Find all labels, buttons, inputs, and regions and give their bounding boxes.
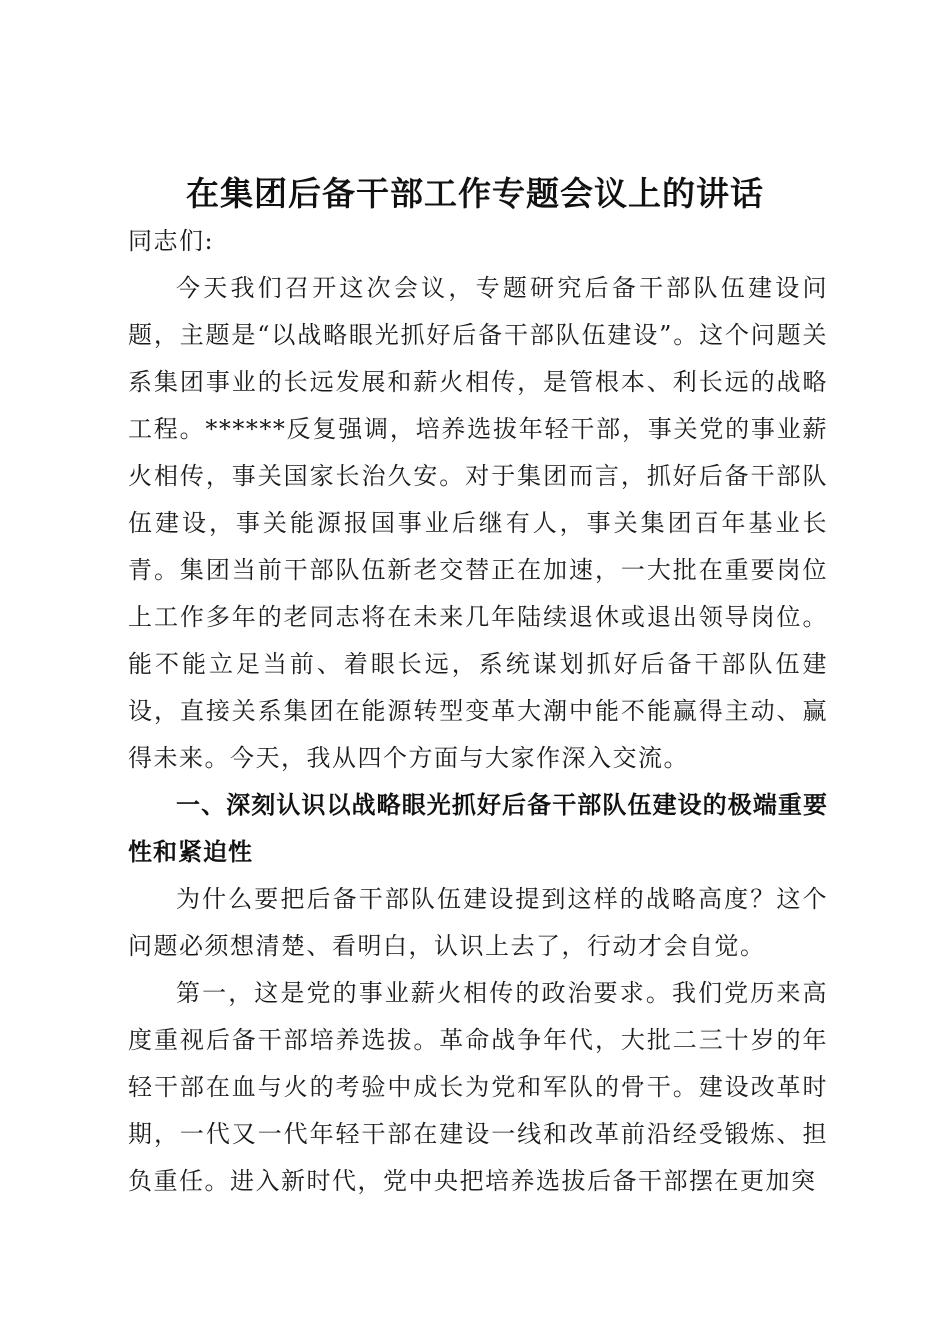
paragraph-first-point: 第一，这是党的事业薪火相传的政治要求。我们党历来高度重视后备干部培养选拔。革命战争年代，大批二三十岁的年轻干部在血与火的考验中成长为党和军队的骨干。建设改革时期，一代又一代年轻干部在建设一线和改革前沿经受锻炼、担负重任。进入新时代，党中央把培养选拔后备干部摆在更加突 — [128, 979, 828, 1195]
paragraph-intro: 今天我们召开这次会议，专题研究后备干部队伍建设问题，主题是“以战略眼光抓好后备干部队伍建设”。这个问题关系集团事业的长远发展和薪火相传，是管根本、利长远的战略工程。******反复强调，培养选拔年轻干部，事关党的事业薪火相传，事关国家长治久安。对于集团而言，抓好后备干部队伍建设，事关能源报国事业后继有人，事关集团百年基业长青。集团当前干部队伍新老交替正在加速，一大批在重要岗位上工作多年的老同志将在未来几年陆续退休或退出领导岗位。能不能立足当前、着眼长远，系统谋划抓好后备干部队伍建设，直接关系集团在能源转型变革大潮中能不能赢得主动、赢得未来。今天，我从四个方面与大家作深入交流。 — [128, 274, 828, 772]
document-title: 在集团后备干部工作专题会议上的讲话 — [186, 174, 764, 213]
salutation: 同志们: — [128, 227, 215, 255]
document-body — [128, 218, 828, 1205]
section-heading-1: 一、深刻认识以战略眼光抓好后备干部队伍建设的极端重要性和紧迫性 — [128, 791, 828, 866]
paragraph-why: 为什么要把后备干部队伍建设提到这样的战略高度？这个问题必须想清楚、看明白，认识上去了，行动才会自觉。 — [128, 885, 828, 960]
